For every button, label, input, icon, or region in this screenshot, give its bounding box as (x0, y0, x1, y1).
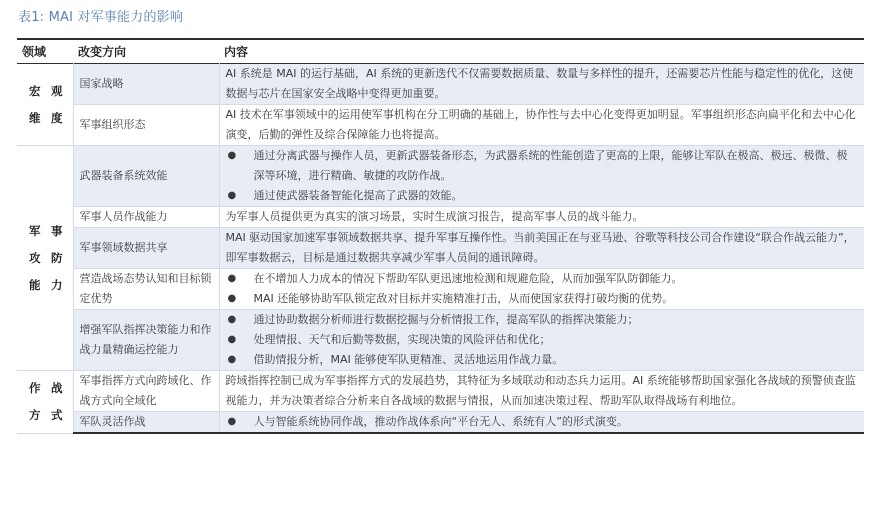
direction-cell: 军事领域数据共享 (73, 228, 219, 269)
content-cell: AI 系统是 MAI 的运行基础，AI 系统的更新迭代不仅需要数据质量、数量与多样性的提升，还需要芯片性能与稳定性的优化，这使数据与芯片在国家安全战略中变得更加重要。 (219, 64, 864, 105)
domain-cell-macro: 宏 观 维度 (17, 64, 73, 146)
content-cell: ● 人与智能系统协同作战，推动作战体系向“平台无人、系统有人”的形式演变。 (219, 412, 864, 434)
table-row (17, 228, 864, 269)
content-cell: ● 在不增加人力成本的情况下帮助军队更迅速地检测和规避危险，从而加强军队防御能力。 ● MAI 还能够协助军队锁定敌对目标并实施精准打击，从而使国家获得打破均衡的优势。 (219, 269, 864, 310)
content-cell: ● 通过分离武器与操作人员，更新武器装备形态，为武器系统的性能创造了更高的上限，能够让军队在极高、极远、极微、极深等环境，进行精确、敏捷的攻防作战。 ● 通过使武器装备智能化提高了武器的效能。 (219, 146, 864, 207)
content-cell: 跨域指挥控制已成为军事指挥方式的发展趋势，其特征为多域联动和动态兵力运用。AI 系统能够帮助国家强化各战域的预警侦查监视能力，并为决策者综合分析来自各战域的数据与情报，从而加速决策过程、帮助军队取得战场有利地位。 (219, 371, 864, 412)
bullet-icon: ● (227, 190, 237, 201)
table-row (17, 269, 864, 310)
header-content: 内容 (224, 45, 249, 59)
direction-cell: 军事指挥方式向跨域化、作战方式向全域化 (73, 371, 219, 412)
bullet-icon: ● (227, 354, 237, 365)
table-row (17, 371, 864, 412)
table-row (17, 310, 864, 371)
direction-cell: 国家战略 (73, 64, 219, 105)
direction-cell: 军事组织形态 (73, 105, 219, 146)
content-cell: ● 通过协助数据分析师进行数据挖掘与分析情报工作，提高军队的指挥决策能力； ● 处理情报、天气和后勤等数据，实现决策的风险评估和优化； ● 借助情报分析，MAI 能够使军队更精准、灵活地运用作战力量。 (219, 310, 864, 371)
header-direction: 改变方向 (78, 45, 127, 59)
table-row (17, 146, 864, 207)
bullet-icon: ● (227, 150, 237, 161)
table-row (17, 207, 864, 228)
bullet-icon: ● (227, 416, 237, 427)
direction-cell: 武器装备系统效能 (73, 146, 219, 207)
direction-cell: 增强军队指挥决策能力和作战力量精确运控能力 (73, 310, 219, 371)
table-row (17, 105, 864, 146)
direction-cell: 营造战场态势认知和目标锁定优势 (73, 269, 219, 310)
table-row (17, 64, 864, 105)
bullet-icon: ● (227, 334, 237, 345)
table-caption: 表1: MAI 对军事能力的影响 (18, 10, 184, 25)
table-row (17, 412, 864, 434)
header-row (17, 39, 864, 64)
impact-table (17, 38, 864, 434)
header-domain: 领域 (22, 45, 47, 59)
direction-cell: 军事人员作战能力 (73, 207, 219, 228)
domain-cell-combat-mode: 作 战 方式 (17, 371, 73, 434)
content-cell: MAI 驱动国家加速军事领域数据共享、提升军事互操作性。当前美国正在与亚马逊、谷歌等科技公司合作建设“联合作战云能力”，即军事数据云，目标是通过数据共享减少军事人员间的通讯障碍。 (219, 228, 864, 269)
domain-cell-attack-defense: 军 事 攻 防 能力 (17, 146, 73, 371)
content-cell: AI 技术在军事领域中的运用使军事机构在分工明确的基础上，协作性与去中心化变得更加明显。军事组织形态向扁平化和去中心化演变，后勤的弹性及综合保障能力也将提高。 (219, 105, 864, 146)
direction-cell: 军队灵活作战 (73, 412, 219, 434)
content-cell: 为军事人员提供更为真实的演习场景，实时生成演习报告，提高军事人员的战斗能力。 (219, 207, 864, 228)
bullet-icon: ● (227, 273, 237, 284)
bullet-icon: ● (227, 314, 237, 325)
bullet-icon: ● (227, 293, 237, 304)
